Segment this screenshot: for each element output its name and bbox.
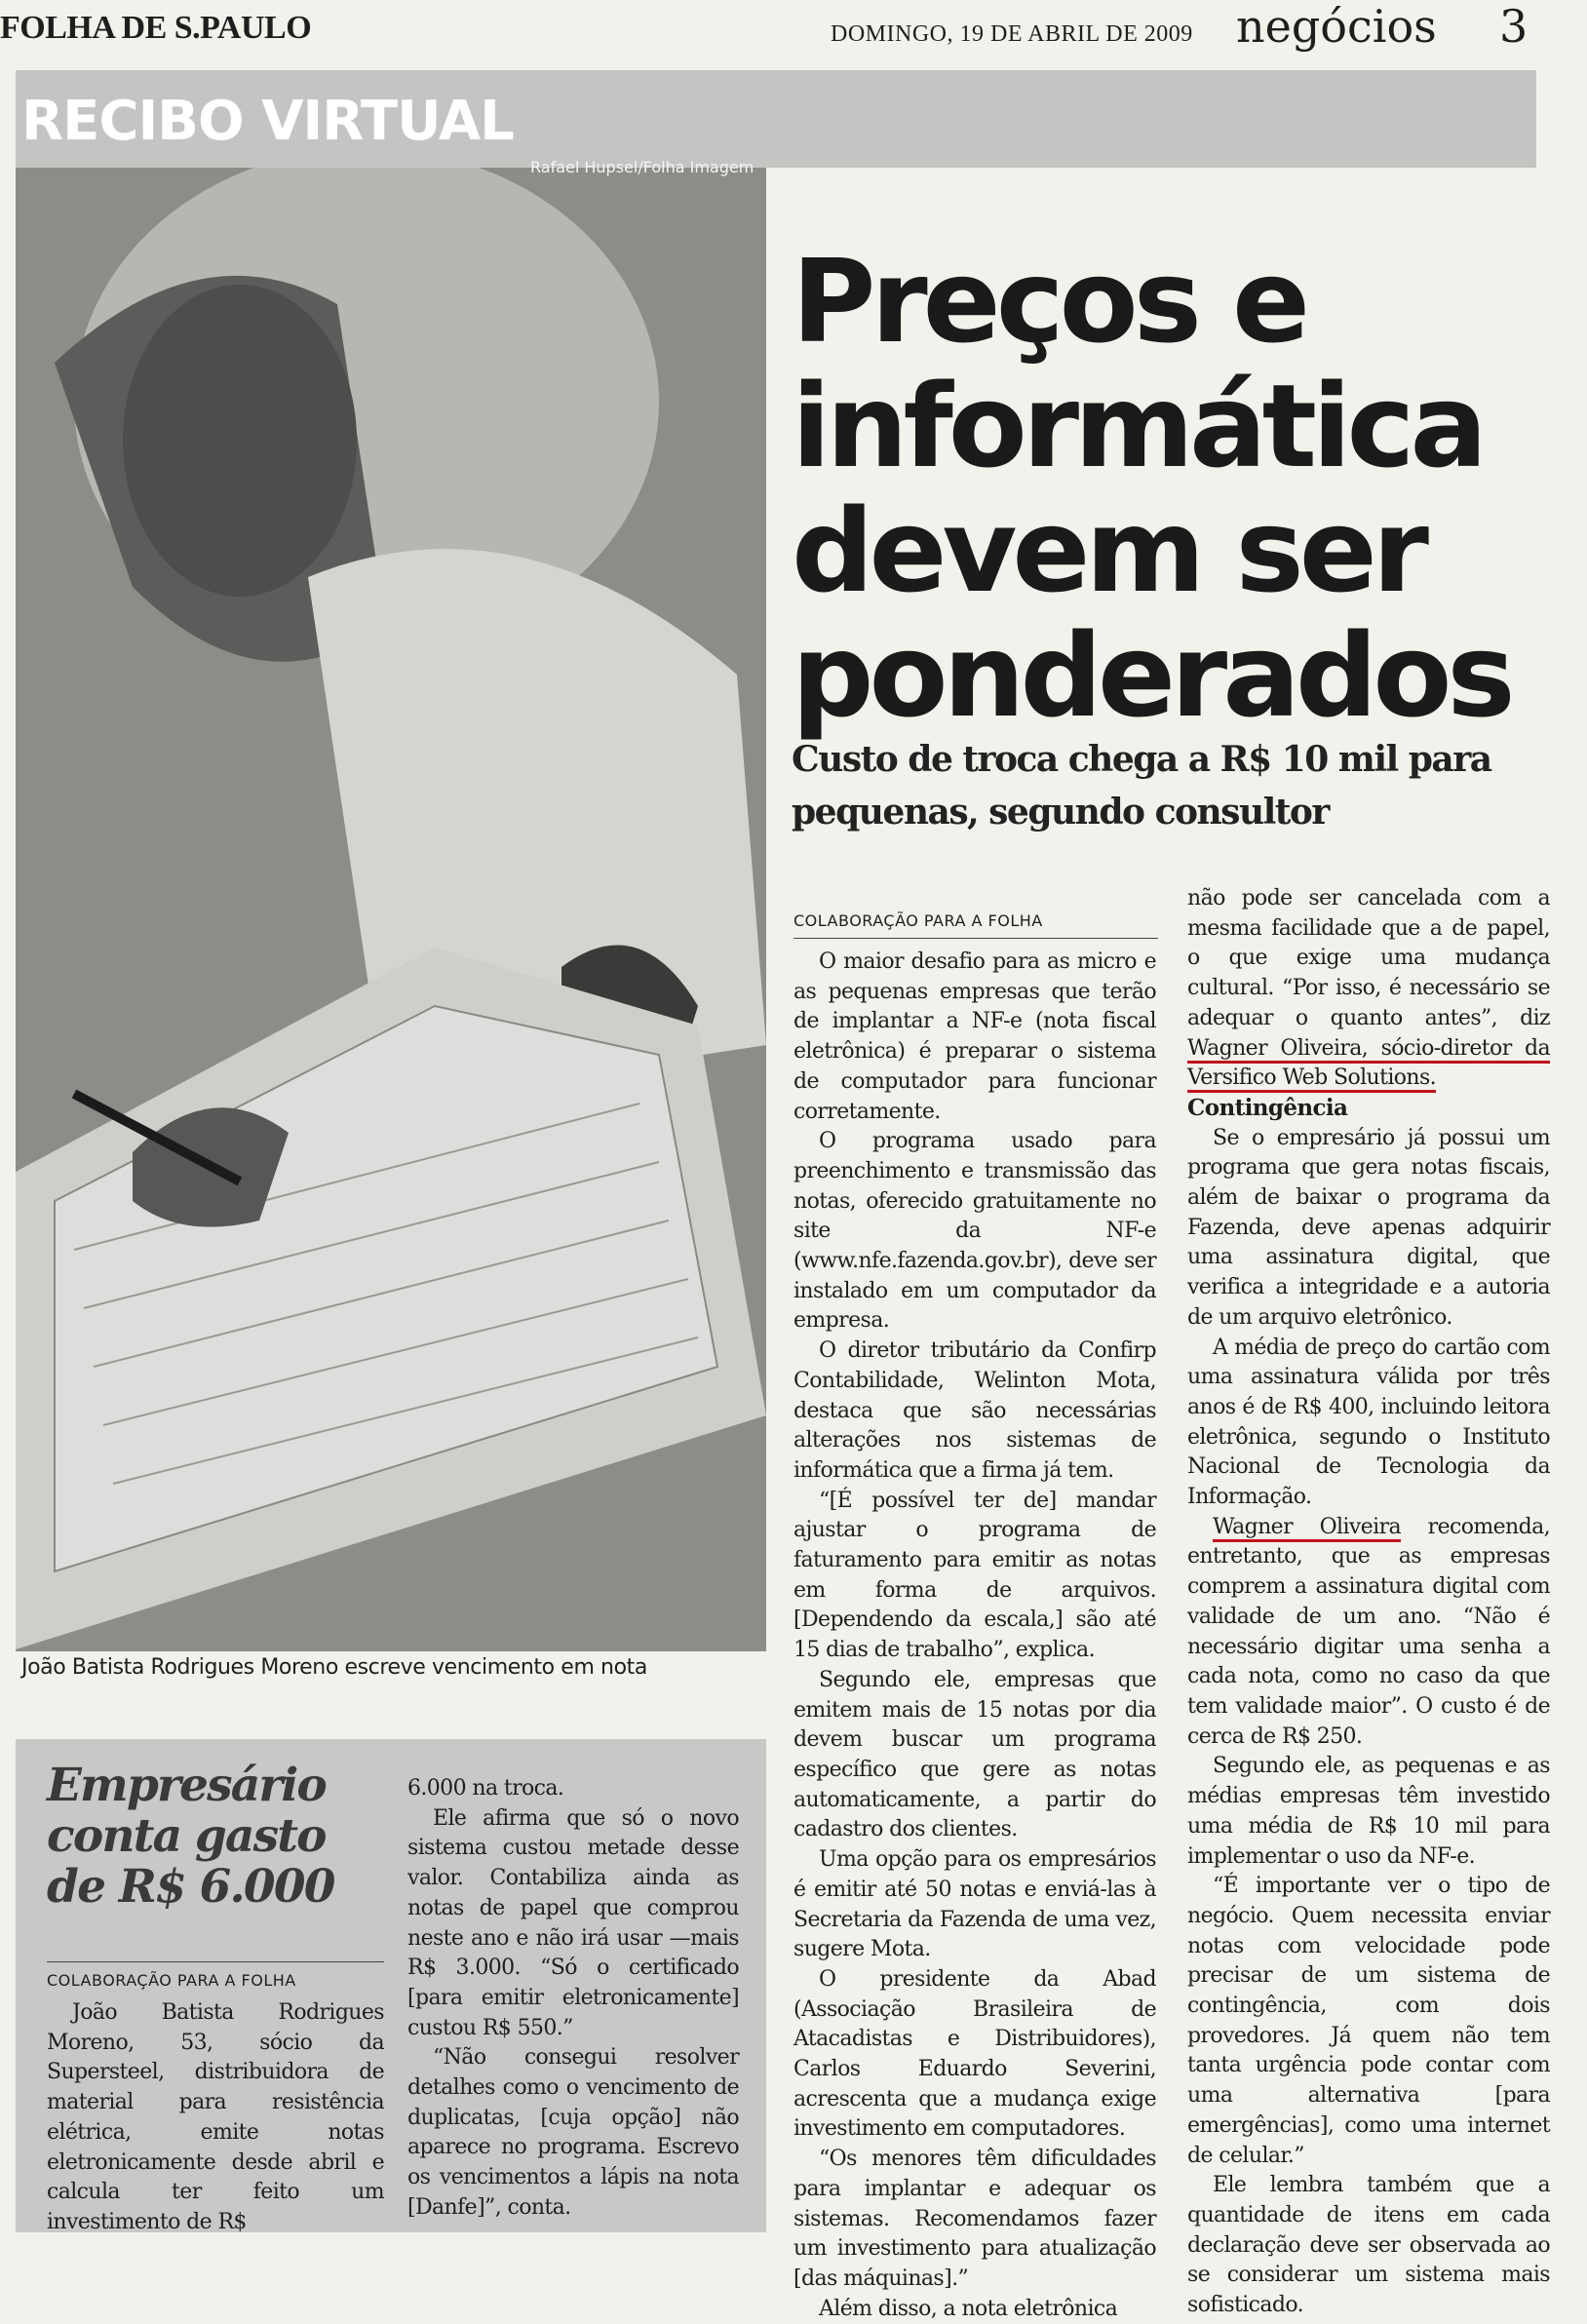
paragraph: O maior desafio para as micro e as pequenas empresas que terão de implantar a NF-e (nota fiscal eletrônica) é preparar o sistema de computador para funcionar corretamente.: [794, 949, 1156, 1124]
sidebar-title: Empresário conta gasto de R$ 6.000: [47, 1759, 334, 1914]
paragraph: Segundo ele, as pequenas e as médias empresas têm investido uma média de R$ 10 mil para implementar o uso da NF-e.: [1187, 1754, 1550, 1869]
sidebar-byline-rule: [47, 1961, 384, 1962]
article-column-1: [794, 948, 1156, 2324]
kicker: RECIBO VIRTUAL: [21, 90, 514, 153]
paragraph: [1187, 884, 1550, 1094]
highlighted-name: Wagner Oliveira, sócio-diretor da Versifico Web Solutions.: [1187, 1036, 1550, 1094]
edition-date: DOMINGO, 19 DE ABRIL DE 2009: [831, 21, 1193, 47]
paragraph: O programa usado para preenchimento e transmissão das notas, oferecido gratuitamente no site da NF-e (www.nfe.fazenda.gov.br), deve ser instalado em um computador da empresa.: [794, 1129, 1156, 1334]
paragraph: “[É possível ter de] mandar ajustar o programa de faturamento para emitir as notas em forma de arquivos. [Dependendo da escala,] são até 15 dias de trabalho”, explica.: [794, 1488, 1156, 1663]
paragraph-text: não pode ser cancelada com a mesma facilidade que a de papel, o que exige uma mudança cultural. “Por isso, é necessário se adequar o quanto antes”, diz: [1187, 886, 1550, 1030]
article-byline: COLABORAÇÃO PARA A FOLHA: [794, 911, 1043, 930]
photo-caption: João Batista Rodrigues Moreno escreve vencimento em nota: [21, 1655, 647, 1680]
sidebar-column-2: [407, 1774, 739, 2224]
byline-rule: [794, 938, 1158, 939]
sidebar-column-1: [47, 1998, 384, 2238]
highlighted-name: Wagner Oliveira: [1213, 1515, 1401, 1542]
page-number: 3: [1499, 0, 1529, 53]
paragraph: Ele afirma que só o novo sistema custou metade desse valor. Contabiliza ainda as notas de papel que comprou neste ano e não irá usar —mais R$ 3.000. “Só o certificado [para emitir eletronicamente] custou R$ 550.”: [407, 1805, 739, 2040]
paragraph: Ele lembra também que a quantidade de itens em cada declaração deve ser observada ao se considerar um sistema mais sofisticado.: [1187, 2173, 1550, 2318]
headline: Preços e informática devem ser ponderados: [792, 234, 1511, 743]
paragraph: “Os menores têm dificuldades para implantar e adequar os sistemas. Recomendamos fazer um investimento para atualização [das máquinas].”: [794, 2147, 1156, 2291]
article-column-2: [1187, 884, 1550, 2321]
subhead: Contingência: [1187, 1094, 1348, 1121]
deck: Custo de troca chega a R$ 10 mil para pequenas, segundo consultor: [792, 739, 1491, 833]
section-name: negócios: [1236, 0, 1437, 53]
sidebar-byline: COLABORAÇÃO PARA A FOLHA: [47, 1971, 296, 1990]
paragraph: Além disso, a nota eletrônica: [819, 2296, 1118, 2321]
paragraph: O presidente da Abad (Associação Brasileira de Atacadistas e Distribuidores), Carlos Eduardo Severini, acrescenta que a mudança exige investimento em computadores.: [794, 1966, 1156, 2142]
paragraph: O diretor tributário da Confirp Contabilidade, Welinton Mota, destaca que são necessárias alterações nos sistemas de informática que a firma já tem.: [794, 1338, 1156, 1483]
article-photo: [16, 168, 766, 1651]
paragraph: [1187, 1513, 1550, 1753]
paragraph: 6.000 na troca.: [407, 1776, 564, 1801]
paragraph: “Não consegui resolver detalhes como o vencimento de duplicatas, [cuja opção] não aparece no programa. Escrevo os vencimentos a lápis na nota [Danfe]”, conta.: [407, 2045, 739, 2220]
masthead: FOLHA DE S.PAULO: [0, 10, 312, 46]
paragraph: Uma opção para os empresários é emitir até 50 notas e enviá-las à Secretaria da Fazenda de uma vez, sugere Mota.: [794, 1847, 1156, 1962]
paragraph: Se o empresário já possui um programa que gera notas fiscais, além de baixar o programa da Fazenda, deve apenas adquirir uma assinatura digital, que verifica a integridade e a autoria de um arquivo eletrônico.: [1187, 1125, 1550, 1330]
paragraph: João Batista Rodrigues Moreno, 53, sócio da Supersteel, distribuidora de material para resistência elétrica, emite notas eletronicamente desde abril e calcula ter feito um investimento de R$: [47, 2000, 384, 2234]
paragraph: Segundo ele, empresas que emitem mais de 15 notas por dia devem buscar um programa específico que gere as notas automaticamente, a partir do cadastro dos clientes.: [794, 1667, 1156, 1842]
paragraph: A média de preço do cartão com uma assinatura válida por três anos é de R$ 400, incluindo leitora eletrônica, segundo o Instituto Nacional de Tecnologia da Informação.: [1187, 1335, 1550, 1510]
photo-credit: Rafael Hupsel/Folha Imagem: [530, 158, 755, 176]
paragraph: “É importante ver o tipo de negócio. Quem necessita enviar notas com velocidade pode precisar de um sistema de contingência, com dois provedores. Já quem não tem tanta urgência pode contar com uma alternativa [para emergências], como uma internet de celular.”: [1187, 1874, 1550, 2168]
paragraph-text: recomenda, entretanto, que as empresas comprem a assinatura digital com validade de um ano. “Não é necessário digitar uma senha a cada nota, como no caso da que tem validade maior”. O custo é de cerca de R$ 250.: [1187, 1514, 1550, 1749]
